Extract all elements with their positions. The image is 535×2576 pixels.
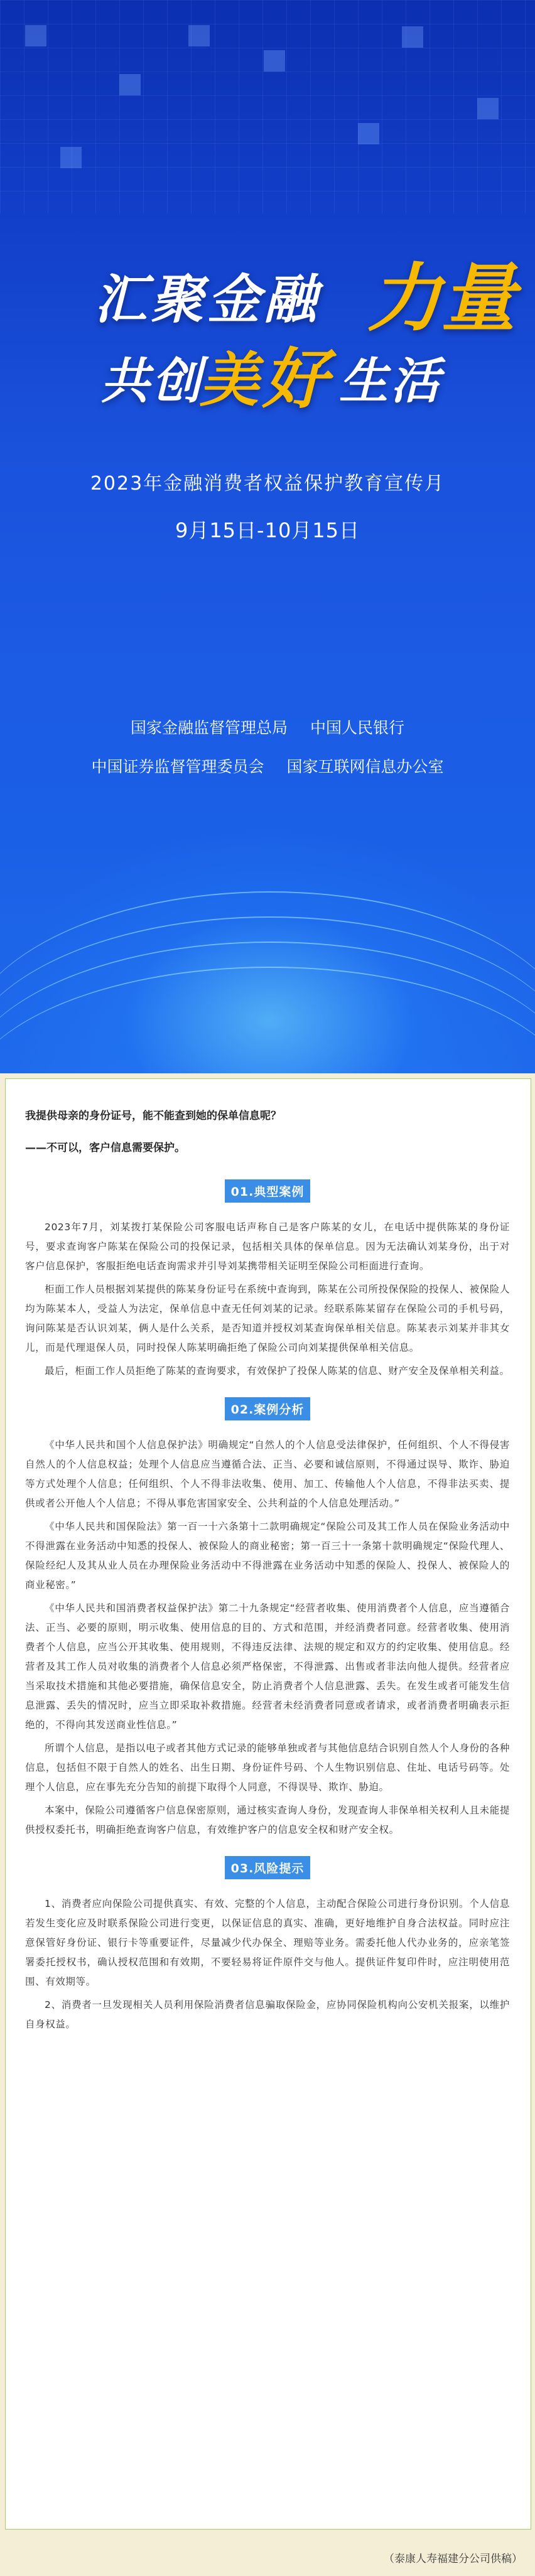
paragraph: 《中华人民共和国个人信息保护法》明确规定“自然人的个人信息受法律保护，任何组织、个人不得侵害自然人的个人信息权益；处理个人信息应当遵循合法、正当、必要和诚信原则，不得通过误导、欺诈、胁迫等方式处理个人信息；任何组织、个人不得非法收集、使用、加工、传输他人个人信息，不得非法买卖、提供或者公开他人个人信息；不得从事危害国家安全、公共利益的个人信息处理活动。” (25, 1439, 510, 1509)
headline-line1-accent: 力量 (367, 254, 516, 341)
paragraph: 所谓个人信息，是指以电子或者其他方式记录的能够单独或者与其他信息结合识别自然人个人身份的各种信息，包括但不限于自然人的姓名、出生日期、身份证件号码、个人生物识别信息、住址、电话号码等。处理个人信息，应在事先充分告知的前提下取得个人同意，不得误导、欺诈、胁迫。 (25, 1742, 510, 1793)
headline-line1: 汇聚金融 (94, 268, 321, 330)
decor-square (119, 74, 141, 95)
decor-square (402, 26, 423, 48)
decor-square (188, 25, 210, 46)
article-credit: （泰康人寿福建分公司供稿） (384, 2553, 522, 2565)
paragraph: 2、消费者一旦发现相关人员利用保险消费者信息骗取保险金，应协同保险机构向公安机关报案，以维护自身权益。 (25, 1999, 510, 2030)
organizer-name: 中国证券监督管理委员会 (91, 758, 264, 776)
paragraph: 2023年7月，刘某拨打某保险公司客服电话声称自己是客户陈某的女儿，在电话中提供陈某的身份证号，要求查询客户陈某在保险公司的投保记录，包括相关具体的保单信息。因为无法确认刘某身份，出于对客户信息保护，客服拒绝电话查询需求并引导刘某携带相关证明至保险公司柜面进行查询。 (25, 1221, 510, 1272)
decor-square (25, 25, 46, 46)
decor-square (477, 98, 499, 119)
section-heading-analysis (25, 1397, 510, 1420)
section-heading-label: 01.典型案例 (225, 1179, 311, 1203)
organizer-row (0, 716, 535, 738)
decor-square (358, 123, 379, 144)
decor-square (264, 50, 285, 72)
section-heading-label: 03.风险提示 (225, 1856, 311, 1879)
section-heading-risk (25, 1856, 510, 1879)
headline-line2-accent-mei: 美 (200, 346, 259, 415)
section-heading-label: 02.案例分析 (225, 1397, 311, 1420)
paragraph: 柜面工作人员根据刘某提供的陈某身份证号在系统中查询到，陈某在公司所投保保险的投保人、被保险人均为陈某本人，受益人为法定，保单信息中查无任何刘某的记录。经联系陈某留存在保险公司的手机号码，询问陈某是否认识刘某，俩人是什么关系，是否知道并授权刘某查询保单相关信息。陈某表示刘某并非其女儿，而是代理退保人员，同时投保人陈某明确拒绝了保险公司向刘某提供保单相关信息。 (25, 1284, 510, 1353)
article-body (25, 1095, 510, 2038)
article-question: 我提供母亲的身份证号，能不能查到她的保单信息呢？ (25, 1110, 281, 1122)
organizer-name: 国家互联网信息办公室 (286, 758, 444, 776)
poster-grid-pattern (0, 0, 535, 213)
organizer-list (0, 716, 535, 793)
section-heading-case (25, 1179, 510, 1203)
paragraph: 《中华人民共和国保险法》第一百一十六条第十二款明确规定“保险公司及其工作人员在保险业务活动中不得泄露在业务活动中知悉的投保人、被保险人的商业秘密；第一百三十一条第十款明确规定“保险代理人、保险经纪人及其从业人员在办理保险业务活动中不得泄露在业务活动中知悉的保险人、投保人、被保险人的商业秘密。” (25, 1521, 510, 1591)
decor-square (60, 147, 82, 168)
campaign-date: 9月15日-10月15日 (175, 518, 360, 542)
organizer-name: 中国人民银行 (310, 719, 405, 737)
headline-line2-end: 生活 (339, 353, 443, 410)
organizer-row (0, 754, 535, 777)
headline-line2-accent-hao: 好 (262, 340, 328, 417)
headline-line2-start: 共创 (100, 353, 204, 410)
paragraph: 本案中，保险公司遵循客户信息保密原则，通过核实查询人身份，发现查询人非保单相关权利人且未能提供授权委托书，明确拒绝查询客户信息，有效维护客户的信息安全权和财产安全权。 (25, 1805, 510, 1835)
article-answer: ——不可以，客户信息需要保护。 (25, 1142, 185, 1154)
paragraph: 最后，柜面工作人员拒绝了陈某的查询要求，有效保护了投保人陈某的信息、财产安全及保单相关利益。 (45, 1365, 510, 1377)
paragraph: 《中华人民共和国消费者权益保护法》第二十九条规定“经营者收集、使用消费者个人信息，应当遵循合法、正当、必要的原则，明示收集、使用信息的目的、方式和范围，并经消费者同意。经营者收集、使用消费者个人信息，应当公开其收集、使用规则，不得违反法律、法规的规定和双方的约定收集、使用信息。经营者及其工作人员对收集的消费者个人信息必须严格保密，不得泄露、出售或者非法向他人提供。经营者应当采取技术措施和其他必要措施，确保信息安全，防止消费者个人信息泄露、丢失。在发生或者可能发生信息泄露、丢失的情况时，应当立即采取补救措施。经营者未经消费者同意或者请求，或者消费者明确表示拒绝的，不得向其发送商业性信息。” (25, 1602, 510, 1731)
organizer-name: 国家金融监督管理总局 (130, 719, 288, 737)
campaign-poster (0, 0, 535, 1073)
paragraph: 1、消费者应向保险公司提供真实、有效、完整的个人信息，主动配合保险公司进行身份识别。个人信息若发生变化应及时联系保险公司进行变更，以保证信息的真实、准确，更好地维护自身合法权益。同时应注意保管好身份证、银行卡等重要证件，尽量减少代办保全、理赔等业务。需委托他人代办业务的，应亲笔签署委托授权书，确认授权范围和有效期，不要轻易将证件原件交与他人。提供证件复印件时，应注明使用范围、有效期等。 (25, 1898, 510, 1987)
campaign-title: 2023年金融消费者权益保护教育宣传月 (90, 473, 445, 495)
